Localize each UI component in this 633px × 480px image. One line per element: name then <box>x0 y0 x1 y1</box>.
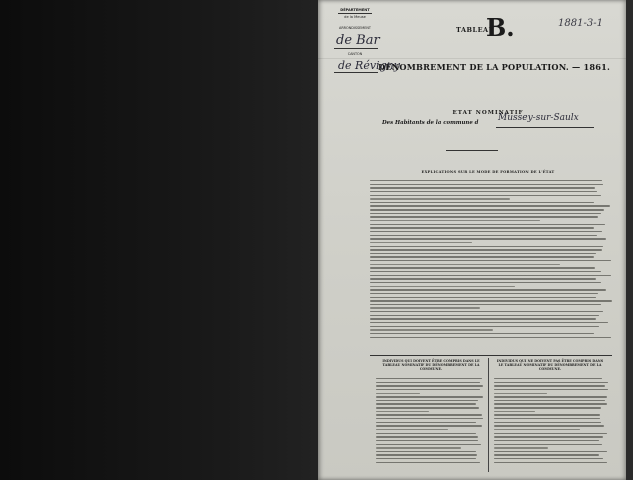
fine-print-line <box>494 451 607 452</box>
fine-print-line <box>494 462 607 463</box>
fine-print-line <box>494 454 599 455</box>
fine-print-line <box>494 444 602 445</box>
fine-print-line <box>370 249 602 250</box>
fine-print-line <box>376 458 476 459</box>
fine-print-line <box>370 198 510 199</box>
document-title: DÉNOMBREMENT DE LA POPULATION. — 1861. <box>378 62 611 72</box>
fine-print-line <box>370 311 603 312</box>
fine-print-line <box>370 307 480 308</box>
fine-print-line <box>370 209 604 210</box>
census-sheet <box>318 0 626 480</box>
fine-print-line <box>370 289 606 290</box>
fine-print-line <box>370 315 599 316</box>
fine-print-line <box>376 407 479 408</box>
fine-print-line <box>370 195 601 196</box>
fine-print-line <box>370 213 601 214</box>
fine-print-line <box>376 418 483 419</box>
fine-print-line <box>370 235 597 236</box>
fine-print-line <box>376 378 482 379</box>
commune-underline <box>496 127 594 128</box>
arrondissement-handwritten: de Bar <box>336 33 380 48</box>
excluded-individuals-list <box>494 378 608 465</box>
fine-print-line <box>370 278 596 279</box>
fine-print-line <box>370 238 606 239</box>
fine-print-line <box>376 422 476 423</box>
fine-print-line <box>494 411 535 412</box>
fine-print-line <box>370 264 560 265</box>
fine-print-line <box>370 293 598 294</box>
fine-print-line <box>370 216 598 217</box>
included-individuals-heading: INDIVIDUS QUI DOIVENT ÊTRE COMPRIS DANS LE TABLEAU NOMINATIF DU DÉNOMBREMENT DE LA COMMUNE. <box>382 359 480 372</box>
departement-stamp <box>332 8 378 19</box>
fine-print-line <box>376 447 461 448</box>
fine-print-line <box>376 389 480 390</box>
fine-print-line <box>370 322 608 323</box>
fine-print-line <box>494 407 601 408</box>
fine-print-line <box>370 227 594 228</box>
fine-print-line <box>370 271 601 272</box>
fine-print-line <box>376 385 483 386</box>
fine-print-line <box>494 433 607 434</box>
fine-print-line <box>370 300 612 301</box>
fine-print-line <box>494 385 605 386</box>
fine-print-line <box>376 396 483 397</box>
fine-print-line <box>494 400 605 401</box>
canton-label: CANTON <box>347 52 363 56</box>
fine-print-line <box>376 382 480 383</box>
included-individuals-list <box>376 378 484 465</box>
fine-print-line <box>370 318 596 319</box>
fine-print-line <box>376 462 480 463</box>
fine-print-line <box>376 451 476 452</box>
fine-print-line <box>494 403 607 404</box>
fine-print-line <box>494 422 601 423</box>
departement-label: DÉPARTEMENT <box>338 8 372 14</box>
tableau-label: TABLEAU <box>456 26 495 34</box>
fine-print-line <box>370 267 595 268</box>
etat-nominatif-heading: ETAT NOMINATIF <box>452 110 524 116</box>
fine-print-line <box>494 458 603 459</box>
departement-value: de la Meuse <box>344 14 366 19</box>
fine-print-line <box>370 326 599 327</box>
arrondissement-label: ARRONDISSEMENT <box>339 26 371 30</box>
excluded-individuals-heading: INDIVIDUS QUI NE DOIVENT PAS ÊTRE COMPRIS DANS LE TABLEAU NOMINATIF DU DÉNOMBREMENT DE LA COMMUNE. <box>496 359 604 372</box>
columns-divider <box>488 358 489 472</box>
fine-print-line <box>494 382 608 383</box>
fine-print-line <box>494 440 599 441</box>
canton-underline <box>334 72 378 73</box>
fine-print-line <box>370 242 472 243</box>
fine-print-line <box>370 256 594 257</box>
fine-print-line <box>494 447 548 448</box>
fine-print-line <box>370 205 610 206</box>
fine-print-line <box>370 253 596 254</box>
right-edge <box>626 0 633 480</box>
fine-print-line <box>370 337 611 338</box>
fine-print-line <box>376 425 482 426</box>
fine-print-line <box>494 414 600 415</box>
fine-print-line <box>370 329 493 330</box>
fine-print-line <box>376 400 478 401</box>
fine-print-line <box>494 429 580 430</box>
fine-print-line <box>370 180 602 181</box>
fine-print-line <box>376 403 476 404</box>
fine-print-line <box>370 260 611 261</box>
fine-print-line <box>376 444 481 445</box>
fine-print-line <box>376 393 420 394</box>
fine-print-line <box>494 425 604 426</box>
fine-print-line <box>370 202 594 203</box>
fine-print-line <box>370 286 515 287</box>
fine-print-line <box>376 411 429 412</box>
fine-print-line <box>494 396 607 397</box>
explications-heading: EXPLICATIONS SUR LE MODE DE FORMATION DE L'ÉTAT <box>421 170 555 174</box>
explications-body <box>370 180 612 340</box>
archive-reference: 1881-3-1 <box>558 18 603 29</box>
fine-print-line <box>370 224 605 225</box>
separator-rule <box>446 150 498 151</box>
fine-print-line <box>376 440 478 441</box>
fine-print-line <box>370 282 601 283</box>
fine-print-line <box>370 231 602 232</box>
tableau-letter: B. <box>486 13 515 42</box>
habitants-label: Des Habitants de la commune d <box>382 120 479 126</box>
fine-print-line <box>376 454 477 455</box>
fine-print-line <box>370 191 597 192</box>
fine-print-line <box>370 297 596 298</box>
fine-print-line <box>370 304 601 305</box>
fine-print-line <box>370 275 611 276</box>
fine-print-line <box>494 389 608 390</box>
fine-print-line <box>376 433 476 434</box>
fine-print-line <box>370 246 603 247</box>
arrondissement-underline <box>334 48 378 49</box>
fine-print-line <box>376 436 478 437</box>
fine-print-line <box>494 378 602 379</box>
canton-handwritten: de Révigny <box>338 59 400 72</box>
fine-print-line <box>370 220 540 221</box>
fine-print-line <box>370 184 603 185</box>
fine-print-line <box>376 429 448 430</box>
commune-handwritten: Mussey-sur-Saulx <box>498 113 579 123</box>
fine-print-line <box>376 414 482 415</box>
columns-top-rule <box>370 355 612 356</box>
fine-print-line <box>494 393 547 394</box>
fine-print-line <box>370 187 595 188</box>
fine-print-line <box>370 333 594 334</box>
fine-print-line <box>494 418 600 419</box>
fine-print-line <box>494 436 603 437</box>
